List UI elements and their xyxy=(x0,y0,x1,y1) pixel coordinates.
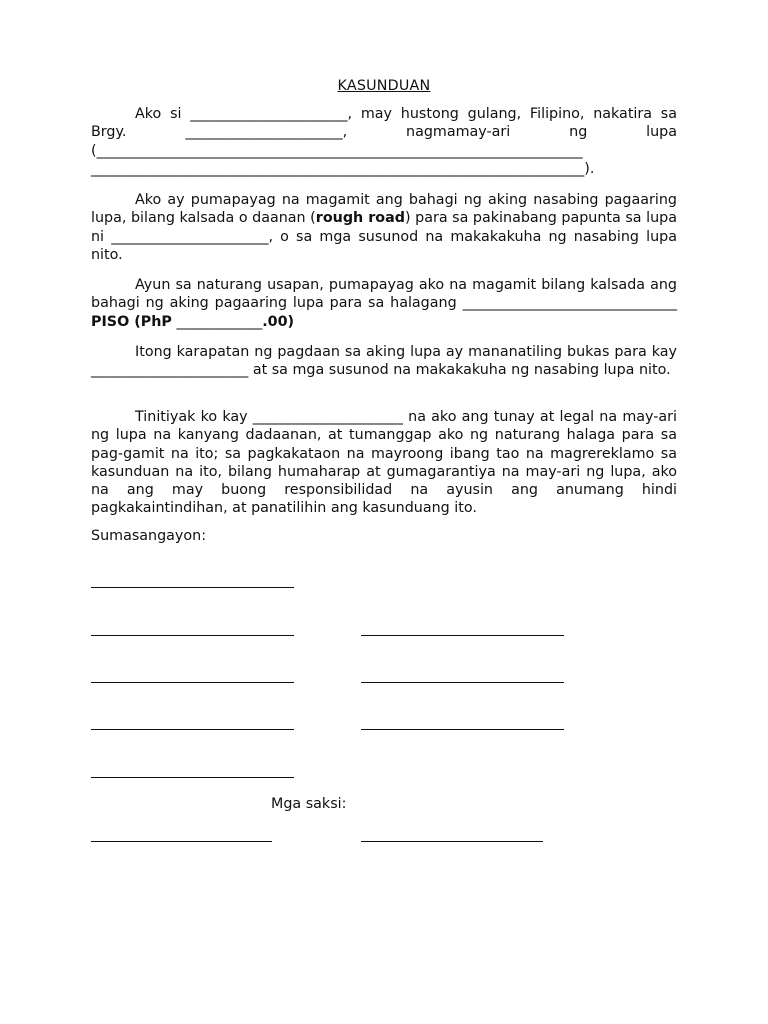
p1-text-3: , nagmamay-ari ng lupa xyxy=(342,124,678,141)
signature-line xyxy=(91,635,294,636)
mga-saksi-label: Mga saksi: xyxy=(271,796,347,812)
p1-text-4: ). xyxy=(584,160,595,177)
p5-text-1: Tinitiyak ko kay xyxy=(135,409,248,425)
owner-name-blank: ______________________ xyxy=(190,106,348,122)
piso-text: PISO (PhP xyxy=(91,313,172,330)
witness-signature-line xyxy=(91,841,272,842)
signature-line xyxy=(91,729,294,730)
barangay-blank: ______________________ xyxy=(185,124,343,141)
paragraph-guarantee xyxy=(91,408,677,518)
paragraph-consent xyxy=(91,191,677,264)
witness-signature-line xyxy=(361,841,543,842)
signature-line xyxy=(91,682,294,683)
amount-words-blank: ______________________________ xyxy=(462,295,678,312)
paragraph-owner xyxy=(91,105,677,178)
p2-text-3: , o sa mga susunod na makakakuha ng nasabing lupa nito. xyxy=(91,228,677,263)
signature-line xyxy=(361,635,564,636)
beneficiary-name-blank: ______________________ xyxy=(111,228,269,245)
rough-road-text: rough road xyxy=(315,210,405,227)
land-description-blank-1: (____________________________________________________________________ xyxy=(91,142,583,159)
guarantee-name-blank: _____________________ xyxy=(252,409,403,425)
p4-text-2: at sa mga susunod na makakakuha ng nasabing lupa nito. xyxy=(252,362,671,379)
signature-line xyxy=(91,587,294,588)
sumasang-ayon-label: Sumasangayon: xyxy=(91,528,207,544)
amount-figures-blank: ____________ xyxy=(176,313,263,330)
centavos-text: .00) xyxy=(262,313,295,330)
signature-line xyxy=(91,777,294,778)
signature-line xyxy=(361,682,564,683)
p1-text-1: Ako si xyxy=(135,106,182,122)
p3-text-1: Ayun sa naturang usapan, pumapayag ako na magamit bilang kalsada ang bahagi ng aking pagaaring lupa para sa halagang xyxy=(91,277,677,312)
document-title: KASUNDUAN xyxy=(337,78,431,94)
grantee-name-blank: ______________________ xyxy=(91,362,249,379)
signature-line xyxy=(361,729,564,730)
p2-text-2: ) para sa pakinabang papunta sa lupa ni xyxy=(91,210,677,245)
p2-text-1: Ako ay pumapayag na magamit ang bahagi ng aking nasabing pagaaring lupa, bilang kalsada o daanan ( xyxy=(91,192,677,227)
p5-text-2: na ako ang tunay at legal na may-ari ng lupa na kanyang dadaanan, at tumanggap ako ng naturang halaga para sa pag-gamit na ito; sa pagkakataon na mayroong ibang tao na magrereklamo sa kasunduan na ito, bilang humaharap at gumagarantiya na may-ari ng lupa, ako na ang may buong responsibilidad na ayusin ang anumang hindi pagkakaintindihan, at panatilihin ang kasunduang ito. xyxy=(91,409,678,517)
paragraph-payment xyxy=(91,276,677,331)
land-description-blank-2: _____________________________________________________________________ xyxy=(91,160,585,177)
p4-text-1: Itong karapatan ng pagdaan sa aking lupa ay mananatiling bukas para kay xyxy=(135,344,677,360)
paragraph-right-of-way xyxy=(91,343,677,380)
p1-text-2: , may hustong gulang, Filipino, nakatira sa Brgy. xyxy=(91,106,678,141)
